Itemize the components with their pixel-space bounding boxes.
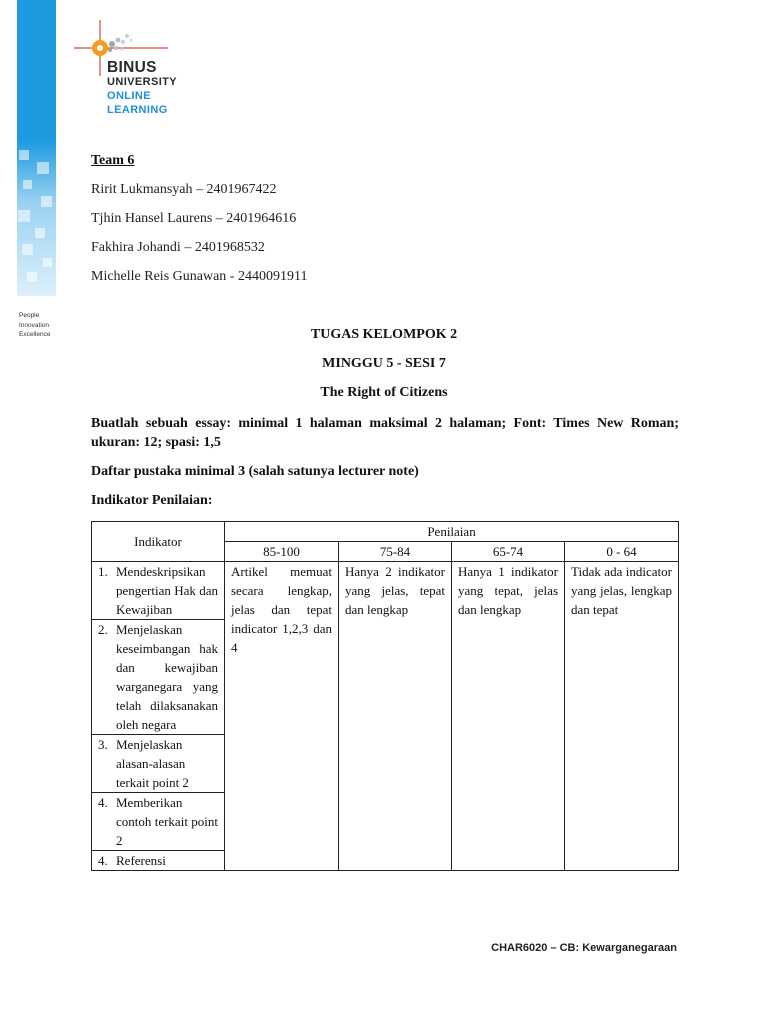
logo-name: BINUS [107, 59, 157, 76]
indicator-header: Indikator [92, 522, 225, 562]
logo-learning: LEARNING [107, 104, 168, 116]
bibliography-requirement: Daftar pustaka minimal 3 (salah satunya lecturer note) [91, 464, 419, 479]
assignment-session: MINGGU 5 - SESI 7 [322, 356, 446, 371]
score-range: 0 - 64 [565, 542, 679, 562]
indicator-label: Indikator Penilaian: [91, 493, 213, 508]
indicator-number: 2. [98, 622, 108, 637]
tagline-line: Innovation [19, 321, 49, 329]
team-member: Michelle Reis Gunawan - 2440091911 [91, 269, 308, 284]
essay-instruction: Buatlah sebuah essay: minimal 1 halaman maksimal 2 halaman; Font: Times New Roman; ukuran: 12; spasi: 1,5 [91, 416, 679, 450]
indicator-number: 4. [98, 853, 108, 868]
description-75-84: Hanya 2 indikator yang jelas, tepat dan lengkap [339, 562, 452, 871]
team-member: Ririt Lukmansyah – 2401967422 [91, 182, 277, 197]
indicator-text: Menjelaskan keseimbangan hak dan kewajiban warganegara yang telah dilaksanakan oleh negara [116, 622, 218, 732]
logo-university: UNIVERSITY [107, 76, 178, 88]
indicator-cell [92, 735, 225, 793]
score-range: 65-74 [452, 542, 565, 562]
score-range: 75-84 [339, 542, 452, 562]
indicator-text: Memberikan contoh terkait point 2 [116, 795, 218, 848]
tagline-line: Excellence [19, 331, 51, 338]
indicator-cell [92, 620, 225, 735]
description-65-74: Hanya 1 indikator yang tepat, jelas dan lengkap [452, 562, 565, 871]
indicator-cell [92, 851, 225, 871]
binus-logo [72, 18, 182, 124]
team-member: Tjhin Hansel Laurens – 2401964616 [91, 211, 297, 226]
indicator-cell [92, 562, 225, 620]
indicator-number: 4. [98, 795, 108, 810]
indicator-text: Mendeskripsikan pengertian Hak dan Kewajiban [116, 564, 218, 617]
indicator-text: Menjelaskan alasan-alasan terkait point 2 [116, 737, 189, 790]
description-85-100: Artikel memuat secara lengkap, jelas dan tepat indicator 1,2,3 dan 4 [225, 562, 339, 871]
assignment-heading: TUGAS KELOMPOK 2 [310, 327, 458, 342]
indicator-number: 3. [98, 737, 108, 752]
logo-online: ONLINE [107, 90, 151, 102]
score-range: 85-100 [225, 542, 339, 562]
description-0-64: Tidak ada indicator yang jelas, lengkap dan tepat [565, 562, 679, 871]
team-title: Team 6 [91, 153, 135, 168]
tagline-line: People [19, 312, 40, 319]
score-header: Penilaian [225, 522, 679, 542]
indicator-text: Referensi [116, 853, 166, 868]
team-member: Fakhira Johandi – 2401968532 [91, 240, 265, 255]
sidebar-decoration [17, 0, 56, 296]
course-footer: CHAR6020 – CB: Kewarganegaraan [491, 942, 677, 954]
indicator-number: 1. [98, 564, 108, 579]
rubric-table [91, 521, 679, 871]
indicator-cell [92, 793, 225, 851]
assignment-topic: The Right of Citizens [320, 385, 448, 400]
